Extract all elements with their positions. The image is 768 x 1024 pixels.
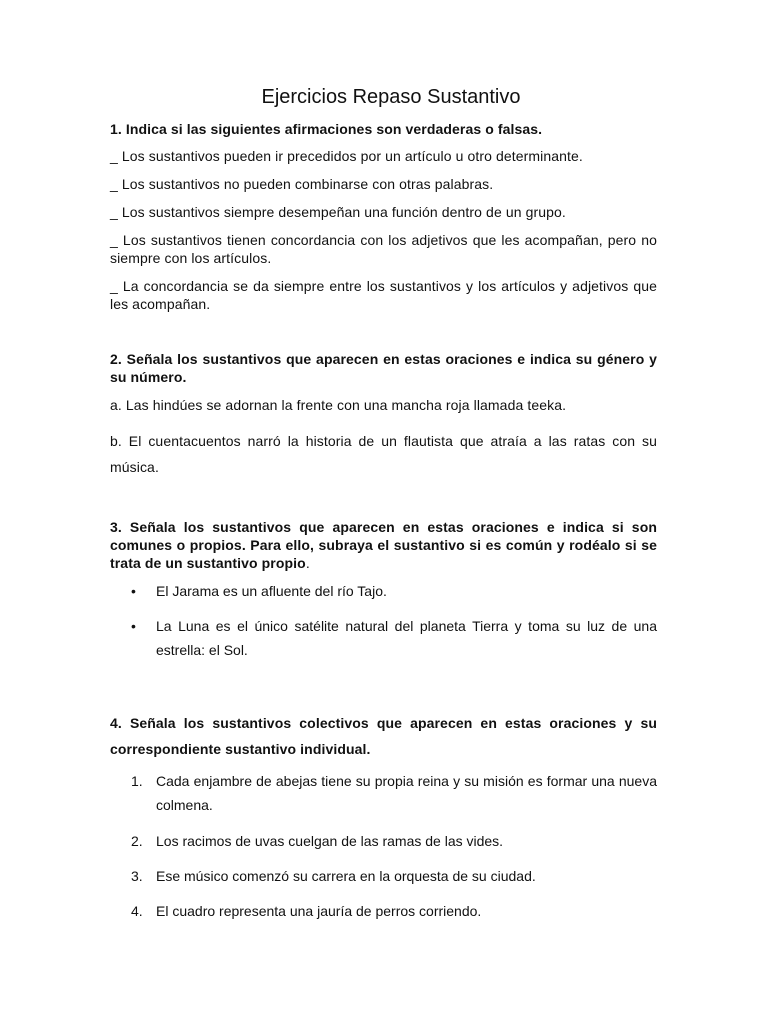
ex4-item-2-text: Los racimos de uvas cuelgan de las ramas de las vides.: [156, 833, 504, 849]
ex2-heading: 2. Señala los sustantivos que aparecen en estas oraciones e indica su género y su número.: [110, 351, 657, 385]
list-number: 1.: [131, 773, 143, 789]
ex3-bullet-item-2: [131, 614, 657, 662]
ex1-item-3: _ Los sustantivos siempre desempeñan una función dentro de un grupo.: [110, 204, 566, 220]
list-number: 4.: [131, 903, 143, 919]
ex4-list-item-4: [131, 899, 657, 923]
ex2-item-b: b. El cuentacuentos narró la historia de un flautista que atraía a las ratas con su música.: [110, 433, 657, 475]
document-title: Ejercicios Repaso Sustantivo: [261, 86, 521, 108]
ex3-heading-text: 3. Señala los sustantivos que aparecen en estas oraciones e indica si son comunes o propios. Para ello, subraya el sustantivo si es común y rodéalo si se trata de un sustantivo propio: [110, 519, 657, 571]
ex4-item-1-text: Cada enjambre de abejas tiene su propia reina y su misión es formar una nueva colmena.: [156, 773, 657, 813]
ex4-item-3-text: Ese músico comenzó su carrera en la orquesta de su ciudad.: [156, 868, 536, 884]
ex4-heading: 4. Señala los sustantivos colectivos que aparecen en estas oraciones y su correspondiente sustantivo individual.: [110, 715, 657, 757]
ex2-item-a: a. Las hindúes se adornan la frente con una mancha roja llamada teeka.: [110, 397, 567, 413]
ex1-item-4: _ Los sustantivos tienen concordancia con los adjetivos que les acompañan, pero no siempre con los artículos.: [110, 232, 657, 266]
ex1-item-5: _ La concordancia se da siempre entre los sustantivos y los artículos y adjetivos que les acompañan.: [110, 278, 657, 312]
list-number: 2.: [131, 833, 143, 849]
ex4-list-item-1: [131, 769, 657, 817]
ex3-item-1-text: El Jarama es un afluente del río Tajo.: [156, 583, 387, 599]
bullet-icon: •: [131, 618, 136, 634]
ex1-item-1: _ Los sustantivos pueden ir precedidos por un artículo u otro determinante.: [110, 148, 583, 164]
ex1-heading: 1. Indica si las siguientes afirmaciones son verdaderas o falsas.: [110, 121, 543, 137]
bullet-icon: •: [131, 583, 136, 599]
ex1-item-2: _ Los sustantivos no pueden combinarse con otras palabras.: [110, 176, 494, 192]
ex3-heading: [110, 518, 657, 572]
ex3-heading-period: .: [305, 555, 310, 571]
ex3-item-2-text: La Luna es el único satélite natural del planeta Tierra y toma su luz de una estrella: el Sol.: [156, 618, 657, 658]
list-number: 3.: [131, 868, 143, 884]
ex4-list-item-2: [131, 829, 657, 853]
ex3-bullet-item-1: [131, 579, 657, 603]
ex4-item-4-text: El cuadro representa una jauría de perros corriendo.: [156, 903, 482, 919]
ex4-list-item-3: [131, 864, 657, 888]
